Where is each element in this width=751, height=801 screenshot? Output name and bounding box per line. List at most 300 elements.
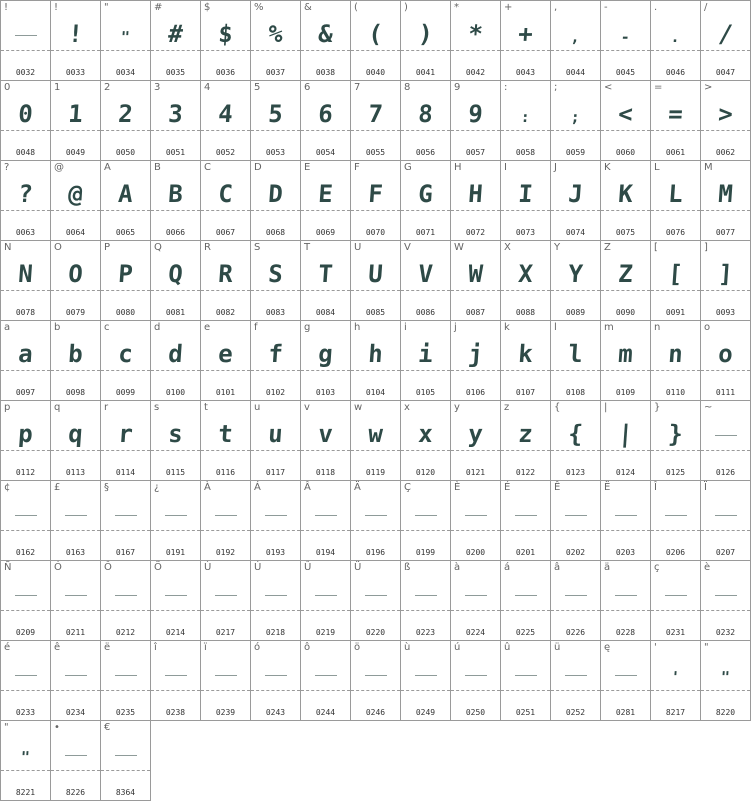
glyph-code-label: 0051 xyxy=(165,148,186,157)
glyph-sample xyxy=(101,655,151,693)
glyph-key-label: ö xyxy=(354,642,361,653)
glyph-code-label: 0246 xyxy=(365,708,386,717)
glyph-key-label: % xyxy=(254,2,264,13)
glyph-sample: 3 xyxy=(167,100,184,128)
glyph-sample: ? xyxy=(17,180,34,208)
baseline-guide xyxy=(301,530,350,531)
baseline-guide xyxy=(1,210,50,211)
glyph-sample: " xyxy=(20,748,31,766)
glyph-cell xyxy=(651,1,701,81)
baseline-guide xyxy=(301,130,350,131)
baseline-guide xyxy=(201,530,250,531)
glyph-sample: + xyxy=(517,20,534,48)
glyph-code-label: 0040 xyxy=(365,68,386,77)
baseline-guide xyxy=(101,610,150,611)
glyph-sample: $ xyxy=(217,20,234,48)
glyph-sample: E xyxy=(317,180,334,208)
glyph-sample xyxy=(201,655,251,693)
glyph-key-label: } xyxy=(654,402,661,413)
glyph-sample: B xyxy=(167,180,184,208)
glyph-code-label: 0041 xyxy=(415,68,436,77)
glyph-cell xyxy=(451,561,501,641)
glyph-key-label: q xyxy=(54,402,61,413)
glyph-key-label: N xyxy=(4,242,12,253)
glyph-key-label: @ xyxy=(54,162,64,173)
glyph-code-label: 0225 xyxy=(515,628,536,637)
glyph-placeholder-mark xyxy=(515,595,537,596)
glyph-key-label: È xyxy=(454,482,461,493)
baseline-guide xyxy=(501,370,550,371)
glyph-code-label: 0212 xyxy=(115,628,136,637)
glyph-sample xyxy=(501,575,551,613)
glyph-sample: 8 xyxy=(417,100,434,128)
glyph-sample xyxy=(1,15,51,53)
glyph-key-label: x xyxy=(404,402,410,413)
glyph-key-label: É xyxy=(504,482,511,493)
glyph-code-label: 0082 xyxy=(215,308,236,317)
glyph-placeholder-mark xyxy=(465,515,487,516)
glyph-placeholder-mark xyxy=(465,595,487,596)
glyph-placeholder-mark xyxy=(615,675,637,676)
glyph-key-label: Ü xyxy=(354,562,362,573)
glyph-key-label: F xyxy=(354,162,360,173)
glyph-key-label: e xyxy=(204,322,211,333)
glyph-placeholder-mark xyxy=(665,595,687,596)
glyph-code-label: 0042 xyxy=(465,68,486,77)
glyph-key-label: 3 xyxy=(154,82,161,93)
baseline-guide xyxy=(401,210,450,211)
glyph-cell xyxy=(351,321,401,401)
glyph-cell xyxy=(1,561,51,641)
baseline-guide xyxy=(701,450,750,451)
glyph-cell xyxy=(201,161,251,241)
baseline-guide xyxy=(101,210,150,211)
baseline-guide xyxy=(701,370,750,371)
glyph-cell xyxy=(1,321,51,401)
glyph-placeholder-mark xyxy=(665,515,687,516)
glyph-code-label: 0192 xyxy=(215,548,236,557)
glyph-code-label: 0117 xyxy=(265,468,286,477)
glyph-sample xyxy=(601,655,651,693)
glyph-sample xyxy=(151,495,201,533)
glyph-key-label: # xyxy=(154,2,163,13)
glyph-code-label: 0120 xyxy=(415,468,436,477)
glyph-cell xyxy=(351,81,401,161)
glyph-key-label: o xyxy=(704,322,711,333)
glyph-key-label: T xyxy=(304,242,311,253)
glyph-placeholder-mark xyxy=(365,675,387,676)
baseline-guide xyxy=(101,130,150,131)
glyph-sample xyxy=(651,575,701,613)
baseline-guide xyxy=(201,50,250,51)
baseline-guide xyxy=(1,290,50,291)
baseline-guide xyxy=(451,530,500,531)
glyph-sample: f xyxy=(267,340,284,368)
glyph-key-label: " xyxy=(104,2,109,13)
glyph-key-label: S xyxy=(254,242,261,253)
glyph-code-label: 0091 xyxy=(665,308,686,317)
baseline-guide xyxy=(101,770,150,771)
glyph-sample: G xyxy=(417,180,434,208)
baseline-guide xyxy=(101,450,150,451)
baseline-guide xyxy=(51,50,100,51)
glyph-code-label: 0037 xyxy=(265,68,286,77)
glyph-key-label: Ù xyxy=(204,562,212,573)
glyph-cell xyxy=(651,321,701,401)
baseline-guide xyxy=(601,210,650,211)
glyph-code-label: 0281 xyxy=(615,708,636,717)
glyph-key-label: Ë xyxy=(604,482,611,493)
glyph-cell xyxy=(151,321,201,401)
glyph-placeholder-mark xyxy=(15,595,37,596)
glyph-placeholder-mark xyxy=(415,595,437,596)
glyph-sample xyxy=(101,735,151,773)
baseline-guide xyxy=(401,50,450,51)
glyph-sample: c xyxy=(117,340,134,368)
baseline-guide xyxy=(351,690,400,691)
glyph-sample: O xyxy=(67,260,84,288)
glyph-cell xyxy=(251,481,301,561)
glyph-placeholder-mark xyxy=(715,515,737,516)
baseline-guide xyxy=(601,370,650,371)
glyph-cell xyxy=(551,241,601,321)
glyph-placeholder-mark xyxy=(515,675,537,676)
glyph-key-label: Ú xyxy=(254,562,262,573)
glyph-key-label: h xyxy=(354,322,361,333)
baseline-guide xyxy=(151,290,200,291)
glyph-code-label: 0056 xyxy=(415,148,436,157)
glyph-code-label: 0114 xyxy=(115,468,136,477)
glyph-key-label: K xyxy=(604,162,611,173)
glyph-key-label: t xyxy=(204,402,208,413)
glyph-key-label: Ó xyxy=(54,562,62,573)
glyph-cell xyxy=(601,641,651,721)
glyph-code-label: 0104 xyxy=(365,388,386,397)
glyph-code-label: 0090 xyxy=(615,308,636,317)
glyph-placeholder-mark xyxy=(465,675,487,676)
glyph-code-label: 8221 xyxy=(15,788,36,797)
glyph-cell xyxy=(651,241,701,321)
glyph-cell xyxy=(301,241,351,321)
glyph-key-label: b xyxy=(54,322,61,333)
baseline-guide xyxy=(651,370,700,371)
glyph-sample: W xyxy=(467,260,484,288)
glyph-sample xyxy=(351,495,401,533)
glyph-code-label: 0211 xyxy=(65,628,86,637)
glyph-key-label: ë xyxy=(104,642,111,653)
glyph-sample: 2 xyxy=(117,100,134,128)
baseline-guide xyxy=(401,690,450,691)
glyph-sample: - xyxy=(620,28,631,46)
glyph-key-label: H xyxy=(454,162,462,173)
glyph-sample: l xyxy=(567,340,584,368)
glyph-code-label: 0032 xyxy=(15,68,36,77)
glyph-cell xyxy=(201,1,251,81)
glyph-code-label: 0239 xyxy=(215,708,236,717)
glyph-key-label: V xyxy=(404,242,411,253)
glyph-code-label: 0044 xyxy=(565,68,586,77)
glyph-key-label: ç xyxy=(654,562,660,573)
glyph-code-label: 0101 xyxy=(215,388,236,397)
glyph-code-label: 0196 xyxy=(365,548,386,557)
glyph-cell xyxy=(301,481,351,561)
baseline-guide xyxy=(451,610,500,611)
glyph-cell xyxy=(1,641,51,721)
glyph-sample xyxy=(501,495,551,533)
baseline-guide xyxy=(601,290,650,291)
glyph-code-label: 0191 xyxy=(165,548,186,557)
glyph-key-label: { xyxy=(554,402,561,413)
glyph-cell xyxy=(51,241,101,321)
glyph-key-label: 8 xyxy=(404,82,411,93)
glyph-sample: 6 xyxy=(317,100,334,128)
glyph-cell xyxy=(351,481,401,561)
glyph-key-label: w xyxy=(354,402,363,413)
glyph-cell xyxy=(401,81,451,161)
glyph-cell xyxy=(201,241,251,321)
glyph-cell xyxy=(251,1,301,81)
glyph-sample: g xyxy=(317,340,334,368)
glyph-key-label: § xyxy=(104,482,109,493)
glyph-sample xyxy=(351,655,401,693)
glyph-key-label: Û xyxy=(304,562,312,573)
glyph-sample xyxy=(301,495,351,533)
baseline-guide xyxy=(651,530,700,531)
glyph-sample: P xyxy=(117,260,134,288)
glyph-code-label: 0121 xyxy=(465,468,486,477)
glyph-sample: z xyxy=(517,420,534,448)
glyph-sample: S xyxy=(267,260,284,288)
glyph-placeholder-mark xyxy=(415,675,437,676)
glyph-sample xyxy=(201,575,251,613)
glyph-code-label: 0115 xyxy=(165,468,186,477)
glyph-cell xyxy=(101,641,151,721)
glyph-cell xyxy=(551,481,601,561)
baseline-guide xyxy=(351,530,400,531)
glyph-key-label: Ä xyxy=(354,482,361,493)
glyph-sample xyxy=(351,575,401,613)
glyph-placeholder-mark xyxy=(65,675,87,676)
glyph-code-label: 0234 xyxy=(65,708,86,717)
glyph-cell xyxy=(701,481,751,561)
baseline-guide xyxy=(351,210,400,211)
glyph-cell xyxy=(301,1,351,81)
glyph-code-label: 0194 xyxy=(315,548,336,557)
glyph-cell xyxy=(601,321,651,401)
glyph-key-label: ) xyxy=(404,2,408,13)
glyph-code-label: 0061 xyxy=(665,148,686,157)
glyph-sample xyxy=(151,655,201,693)
glyph-cell xyxy=(451,81,501,161)
glyph-code-label: 0086 xyxy=(415,308,436,317)
glyph-key-label: a xyxy=(4,322,11,333)
glyph-placeholder-mark xyxy=(265,515,287,516)
glyph-sample: s xyxy=(167,420,184,448)
glyph-cell xyxy=(1,721,51,801)
glyph-key-label: / xyxy=(704,2,708,13)
glyph-cell xyxy=(1,481,51,561)
glyph-sample: ] xyxy=(717,260,734,288)
baseline-guide xyxy=(451,690,500,691)
baseline-guide xyxy=(251,370,300,371)
glyph-sample: u xyxy=(267,420,284,448)
glyph-code-label: 0071 xyxy=(415,228,436,237)
glyph-code-label: 8226 xyxy=(65,788,86,797)
glyph-cell xyxy=(551,321,601,401)
glyph-placeholder-mark xyxy=(565,595,587,596)
glyph-cell xyxy=(201,561,251,641)
glyph-key-label: ! xyxy=(4,2,9,13)
baseline-guide xyxy=(1,450,50,451)
glyph-cell xyxy=(601,481,651,561)
glyph-cell xyxy=(301,401,351,481)
glyph-key-label: m xyxy=(604,322,614,333)
glyph-code-label: 0207 xyxy=(715,548,736,557)
glyph-key-label: R xyxy=(204,242,211,253)
glyph-placeholder-mark xyxy=(15,515,37,516)
glyph-cell xyxy=(251,241,301,321)
glyph-placeholder-mark xyxy=(215,595,237,596)
glyph-cell xyxy=(1,241,51,321)
baseline-guide xyxy=(151,690,200,691)
glyph-cell xyxy=(401,161,451,241)
baseline-guide xyxy=(351,610,400,611)
glyph-key-label: J xyxy=(554,162,557,173)
glyph-cell xyxy=(301,161,351,241)
glyph-key-label: à xyxy=(454,562,461,573)
glyph-sample: v xyxy=(317,420,334,448)
glyph-cell xyxy=(551,81,601,161)
glyph-placeholder-mark xyxy=(115,595,137,596)
baseline-guide xyxy=(701,290,750,291)
glyph-code-label: 0070 xyxy=(365,228,386,237)
glyph-code-label: 0251 xyxy=(515,708,536,717)
glyph-key-label: ; xyxy=(554,82,558,93)
baseline-guide xyxy=(1,530,50,531)
glyph-key-label: ~ xyxy=(704,402,713,413)
glyph-code-label: 0089 xyxy=(565,308,586,317)
glyph-code-label: 0057 xyxy=(465,148,486,157)
baseline-guide xyxy=(151,530,200,531)
glyph-cell xyxy=(501,241,551,321)
glyph-sample xyxy=(701,575,751,613)
glyph-code-label: 0049 xyxy=(65,148,86,157)
glyph-cell xyxy=(451,481,501,561)
glyph-key-label: E xyxy=(304,162,311,173)
glyph-placeholder-mark xyxy=(315,515,337,516)
glyph-sample xyxy=(51,735,101,773)
glyph-key-label: Ô xyxy=(104,562,112,573)
glyph-cell xyxy=(51,401,101,481)
glyph-code-label: 0250 xyxy=(465,708,486,717)
glyph-placeholder-mark xyxy=(615,515,637,516)
baseline-guide xyxy=(101,530,150,531)
glyph-key-label: u xyxy=(254,402,261,413)
glyph-sample xyxy=(301,655,351,693)
glyph-placeholder-mark xyxy=(65,515,87,516)
glyph-placeholder-mark xyxy=(165,675,187,676)
glyph-cell xyxy=(551,161,601,241)
glyph-code-label: 0218 xyxy=(265,628,286,637)
glyph-key-label: G xyxy=(404,162,412,173)
glyph-cell xyxy=(151,401,201,481)
glyph-cell xyxy=(501,481,551,561)
glyph-sample: y xyxy=(467,420,484,448)
glyph-cell xyxy=(351,401,401,481)
baseline-guide xyxy=(201,690,250,691)
glyph-sample: J xyxy=(567,180,584,208)
baseline-guide xyxy=(251,610,300,611)
glyph-key-label: d xyxy=(154,322,161,333)
glyph-sample xyxy=(301,575,351,613)
glyph-key-label: ! xyxy=(54,2,59,13)
glyph-sample: @ xyxy=(67,180,84,208)
baseline-guide xyxy=(301,690,350,691)
glyph-code-label: 0077 xyxy=(715,228,736,237)
glyph-sample: 4 xyxy=(217,100,234,128)
glyph-sample: r xyxy=(117,420,134,448)
glyph-code-label: 0162 xyxy=(15,548,36,557)
glyph-sample: | xyxy=(617,420,634,448)
glyph-cell xyxy=(551,641,601,721)
glyph-key-label: 7 xyxy=(354,82,361,93)
baseline-guide xyxy=(1,130,50,131)
glyph-cell xyxy=(601,1,651,81)
glyph-sample: w xyxy=(367,420,384,448)
glyph-sample xyxy=(401,655,451,693)
glyph-sample: [ xyxy=(667,260,684,288)
glyph-code-label: 0045 xyxy=(615,68,636,77)
glyph-sample xyxy=(51,495,101,533)
baseline-guide xyxy=(1,770,50,771)
glyph-cell xyxy=(151,561,201,641)
glyph-key-label: ] xyxy=(704,242,708,253)
glyph-key-label: ß xyxy=(404,562,411,573)
glyph-cell xyxy=(601,241,651,321)
glyph-key-label: 0 xyxy=(4,82,11,93)
glyph-sample: 9 xyxy=(467,100,484,128)
glyph-cell xyxy=(501,1,551,81)
glyph-placeholder-mark xyxy=(315,595,337,596)
glyph-key-label: ô xyxy=(304,642,311,653)
glyph-cell xyxy=(151,1,201,81)
glyph-cell xyxy=(651,161,701,241)
glyph-code-label: 0043 xyxy=(515,68,536,77)
glyph-code-label: 0072 xyxy=(465,228,486,237)
baseline-guide xyxy=(151,450,200,451)
glyph-sample: ! xyxy=(67,20,84,48)
glyph-cell xyxy=(401,481,451,561)
glyph-placeholder-mark xyxy=(615,595,637,596)
baseline-guide xyxy=(551,530,600,531)
glyph-placeholder-mark xyxy=(215,675,237,676)
glyph-code-label: 0069 xyxy=(315,228,336,237)
glyph-code-label: 0054 xyxy=(315,148,336,157)
baseline-guide xyxy=(501,50,550,51)
glyph-code-label: 0110 xyxy=(665,388,686,397)
glyph-code-label: 0079 xyxy=(65,308,86,317)
glyph-cell xyxy=(351,1,401,81)
glyph-sample: > xyxy=(717,100,734,128)
glyph-cell xyxy=(501,641,551,721)
glyph-code-label: 0047 xyxy=(715,68,736,77)
glyph-sample: ) xyxy=(417,20,434,48)
glyph-key-label: , xyxy=(554,2,558,13)
glyph-key-label: € xyxy=(104,722,111,733)
glyph-key-label: 4 xyxy=(204,82,211,93)
baseline-guide xyxy=(551,610,600,611)
glyph-key-label: W xyxy=(454,242,464,253)
